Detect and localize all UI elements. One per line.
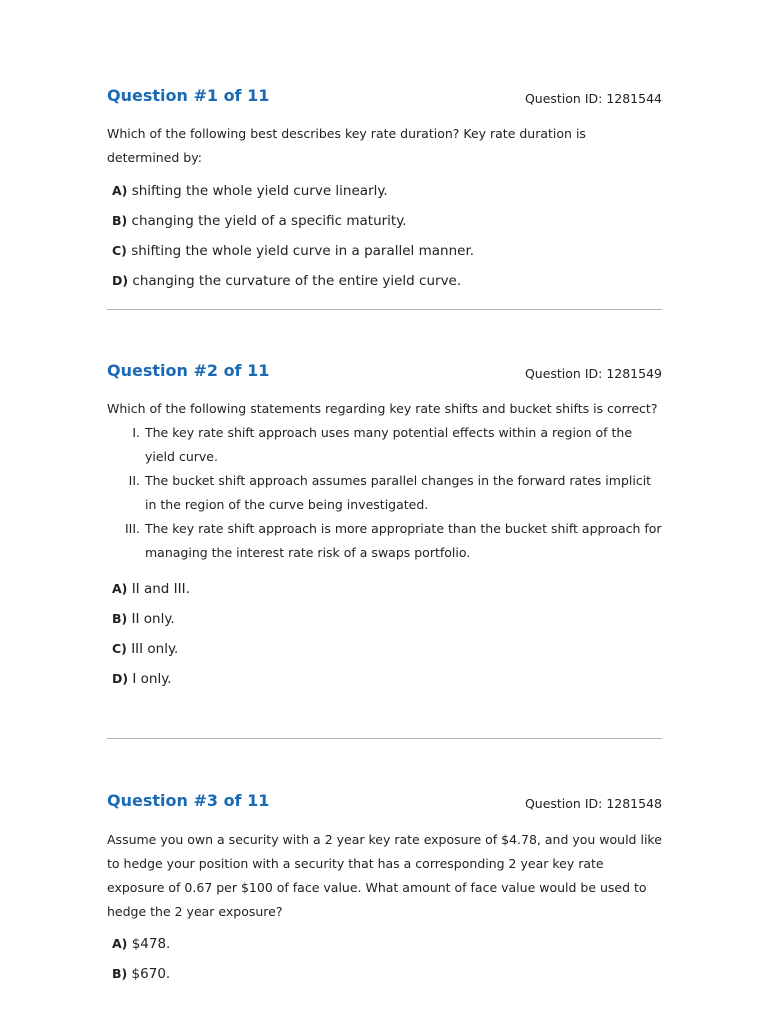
question-header [107, 86, 662, 110]
answer-letter: B) [112, 966, 128, 981]
answer-letter: A) [112, 183, 128, 198]
question-stem: Which of the following statements regarding key rate shifts and bucket shifts is correct? [107, 401, 658, 416]
statement-text: The bucket shift approach assumes parallel changes in the forward rates implicit in the region of the curve being investigated. [145, 473, 652, 512]
question-id: Question ID: 1281549 [524, 366, 662, 381]
answer-option-c[interactable] [107, 236, 662, 266]
question-block-3 [107, 791, 662, 989]
section-divider [107, 738, 662, 739]
answer-option-a[interactable] [107, 929, 662, 959]
answer-option-d[interactable] [107, 266, 662, 296]
question-stem: Which of the following best describes key rate duration? Key rate duration is determined by: [107, 126, 586, 165]
question-title: Question #3 of 11 [107, 791, 270, 810]
answer-text: shifting the whole yield curve linearly. [131, 183, 388, 199]
answer-list [107, 176, 662, 296]
question-stem: Assume you own a security with a 2 year key rate exposure of $4.78, and you would like to hedge your position with a security that has a corresponding 2 year key rate exposure of 0.67 per $100 of face value. What amount of face value would be used to hedge the 2 year exposure? [107, 832, 662, 919]
answer-text: II only. [131, 611, 175, 627]
answer-text: changing the curvature of the entire yield curve. [132, 273, 462, 289]
statement-number: I. [132, 425, 140, 440]
answer-letter: B) [112, 213, 128, 228]
question-header [107, 791, 662, 815]
answer-option-b[interactable] [107, 206, 662, 236]
answer-text: $670. [131, 966, 171, 982]
answer-option-b[interactable] [107, 959, 662, 989]
answer-letter: C) [112, 243, 127, 258]
question-id: Question ID: 1281548 [524, 796, 662, 811]
statement-list [107, 421, 662, 565]
question-block-1 [107, 86, 662, 296]
answer-letter: A) [112, 936, 128, 951]
answer-text: shifting the whole yield curve in a parallel manner. [131, 243, 475, 259]
section-divider [107, 309, 662, 310]
statement-item [107, 469, 662, 517]
statement-number: III. [124, 521, 140, 536]
statement-number: II. [128, 473, 140, 488]
question-title: Question #1 of 11 [107, 86, 270, 105]
question-id: Question ID: 1281544 [524, 91, 662, 106]
answer-text: II and III. [131, 581, 190, 597]
answer-letter: B) [112, 611, 128, 626]
answer-option-c[interactable] [107, 634, 662, 664]
answer-letter: A) [112, 581, 128, 596]
answer-text: I only. [132, 671, 172, 687]
statement-item [107, 421, 662, 469]
question-title: Question #2 of 11 [107, 361, 270, 380]
question-header [107, 361, 662, 385]
answer-text: changing the yield of a specific maturity. [131, 213, 407, 229]
answer-letter: C) [112, 641, 127, 656]
statement-item [107, 517, 662, 565]
answer-letter: D) [112, 671, 129, 686]
answer-text: $478. [131, 936, 171, 952]
answer-option-b[interactable] [107, 604, 662, 634]
answer-option-d[interactable] [107, 664, 662, 694]
answer-letter: D) [112, 273, 129, 288]
answer-list [107, 574, 662, 694]
statement-text: The key rate shift approach is more appropriate than the bucket shift approach for managing the interest rate risk of a swaps portfolio. [145, 521, 662, 560]
statement-text: The key rate shift approach uses many potential effects within a region of the yield curve. [145, 425, 633, 464]
question-block-2 [107, 361, 662, 694]
answer-text: III only. [131, 641, 179, 657]
answer-option-a[interactable] [107, 176, 662, 206]
answer-list [107, 929, 662, 989]
answer-option-a[interactable] [107, 574, 662, 604]
